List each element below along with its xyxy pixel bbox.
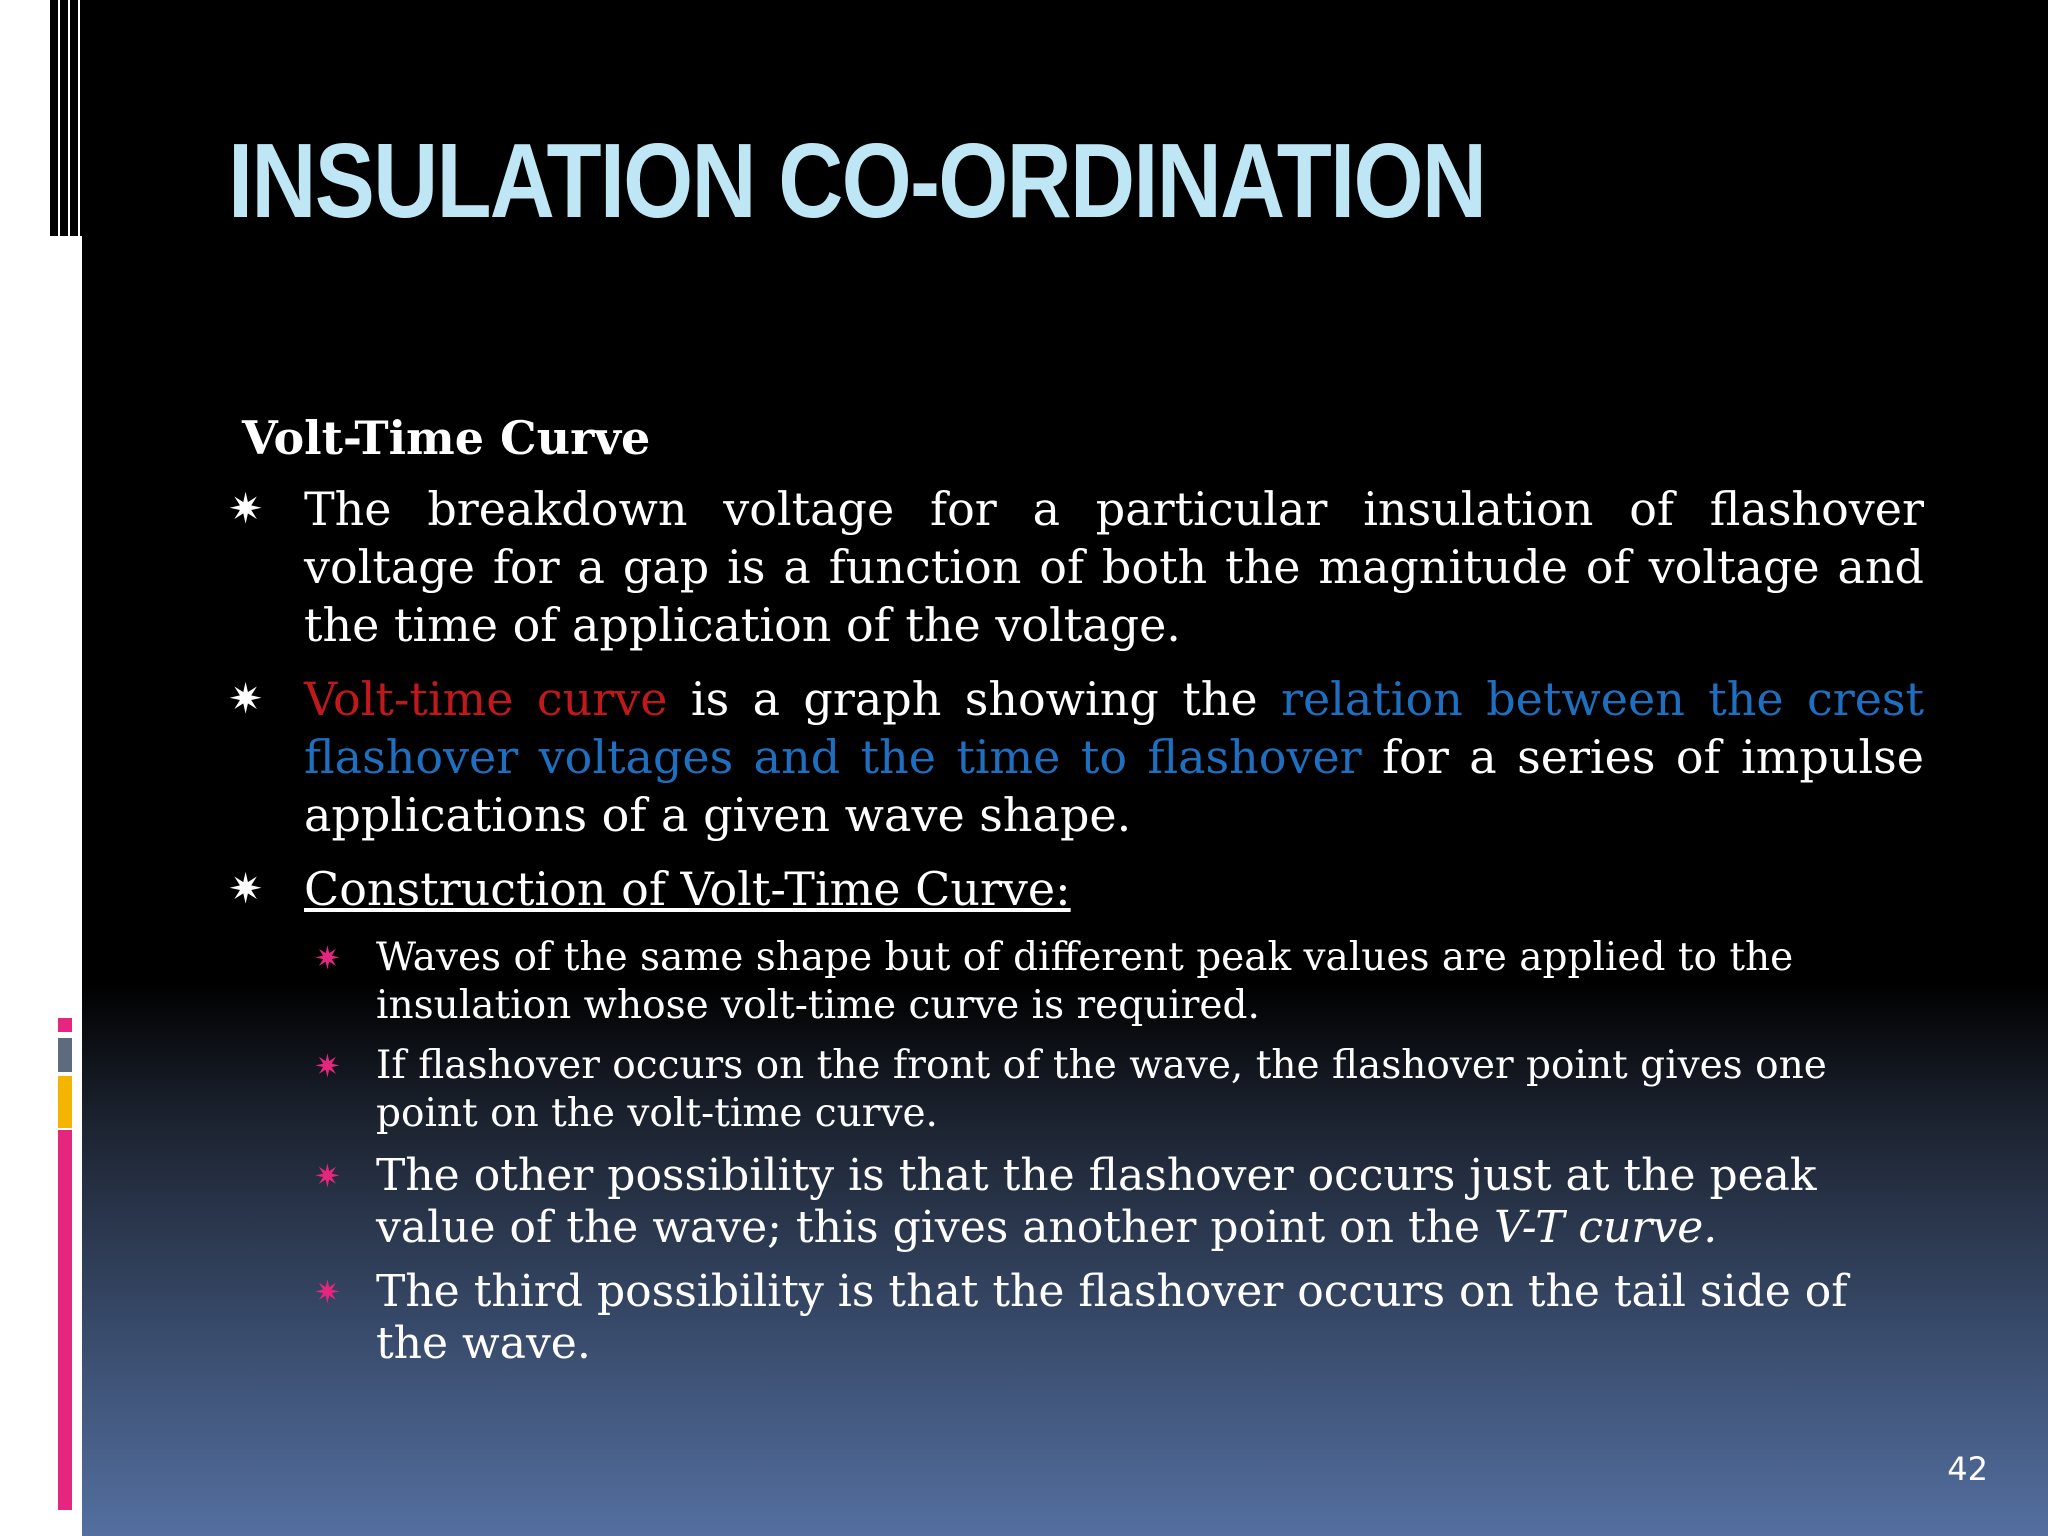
sub-bullet-list <box>314 934 1924 1370</box>
slide-title: INSULATION CO-ORDINATION <box>228 122 1486 240</box>
page-number: 42 <box>1947 1450 1988 1488</box>
sub-bullet-text: The other possibility is that the flashover occurs just at the peak value of the wave; this gives another point on the <box>376 1150 1817 1253</box>
sub-bullet-item <box>314 934 1924 1030</box>
pink-star-bullet-icon: ✷ <box>314 1157 341 1195</box>
sub-bullet-text: Waves of the same shape but of different peak values are applied to the insulation whose volt-time curve is required. <box>376 935 1794 1028</box>
accent-bar-yellow <box>58 1076 72 1128</box>
bullet-item-breakdown <box>228 480 1924 654</box>
sub-bullet-text: The third possibility is that the flashover occurs on the tail side of the wave. <box>376 1266 1848 1369</box>
sub-bullet-item <box>314 1150 1924 1254</box>
star-bullet-icon: ✷ <box>228 484 264 533</box>
bullet-text: for a series of impulse applications of a given wave shape. <box>304 730 1924 842</box>
sub-bullet-text: If flashover occurs on the front of the wave, the flashover point gives one point on the volt-time curve. <box>376 1043 1827 1136</box>
construction-heading: Construction of Volt-Time Curve: <box>304 862 1071 916</box>
star-bullet-icon: ✷ <box>228 864 264 913</box>
slide-body <box>228 410 1924 1382</box>
vt-curve-italic-text: V-T curve. <box>1494 1202 1718 1253</box>
pink-star-bullet-icon: ✷ <box>314 939 341 977</box>
sub-bullet-item <box>314 1042 1924 1138</box>
decorative-stripes <box>50 0 82 236</box>
bullet-text: is a graph showing the <box>667 672 1281 726</box>
accent-bar-pink-small <box>58 1018 72 1032</box>
highlight-red-text: Volt-time curve <box>304 672 668 726</box>
bullet-item-construction <box>228 860 1924 918</box>
section-heading: Volt-Time Curve <box>242 411 651 465</box>
sub-bullet-item <box>314 1266 1924 1370</box>
bullet-item-definition <box>228 670 1924 844</box>
highlight-blue-text: relation between the crest flashover voltages and the time to flashover <box>304 672 1925 784</box>
bullet-text: The breakdown voltage for a particular insulation of flashover voltage for a gap is a function of both the magnitude of voltage and the time of application of the voltage. <box>304 482 1924 652</box>
accent-bar-gray <box>58 1038 72 1072</box>
star-bullet-icon: ✷ <box>228 674 264 723</box>
pink-star-bullet-icon: ✷ <box>314 1273 341 1311</box>
accent-bar-pink <box>58 1130 72 1510</box>
pink-star-bullet-icon: ✷ <box>314 1047 341 1085</box>
